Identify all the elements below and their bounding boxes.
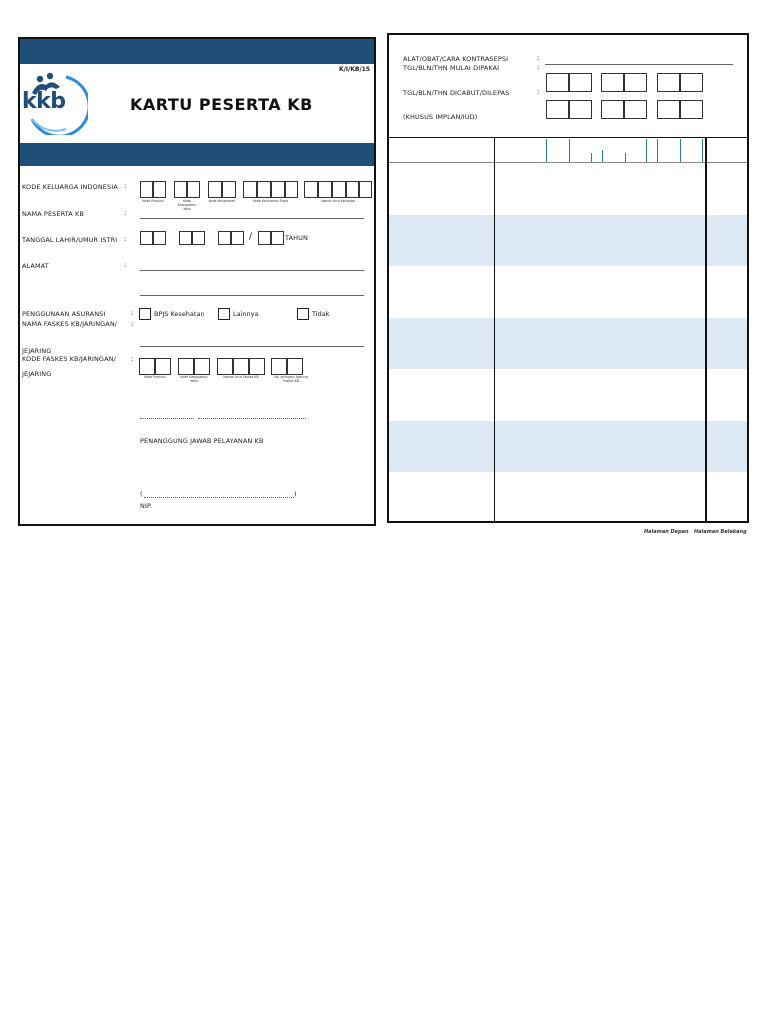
kode-keluarga-box[interactable] xyxy=(243,181,257,198)
tgl-pakai-box[interactable] xyxy=(601,73,624,92)
asuransi-colon: : xyxy=(131,309,134,317)
kode-faskes-box[interactable] xyxy=(194,358,210,375)
alamat-colon: : xyxy=(124,261,127,269)
table-header-line xyxy=(389,137,747,138)
tgl-cabut-box[interactable] xyxy=(546,100,569,119)
alamat-line[interactable] xyxy=(140,295,364,296)
kode-faskes-box[interactable] xyxy=(233,358,249,375)
alat-line[interactable] xyxy=(545,64,733,65)
tgl-cabut-box[interactable] xyxy=(569,100,592,119)
table-column-line xyxy=(494,137,495,523)
place-line[interactable] xyxy=(140,418,194,419)
kode-faskes-box[interactable] xyxy=(249,358,265,375)
table-row xyxy=(389,215,747,267)
kode-faskes-caption: Kode Provinsi xyxy=(144,375,166,379)
alat-colon: : xyxy=(537,54,540,62)
nama-faskes-colon: : xyxy=(131,320,134,328)
kode-keluarga-box[interactable] xyxy=(271,181,285,198)
kode-keluarga-box[interactable] xyxy=(359,181,372,198)
kode-keluarga-caption: Kode Kabupaten/ Kota xyxy=(177,199,197,211)
back-card xyxy=(387,33,749,523)
alamat-label: ALAMAT xyxy=(22,262,49,270)
header-tick xyxy=(680,139,681,162)
kode-faskes-box[interactable] xyxy=(217,358,233,375)
table-row xyxy=(389,163,747,215)
tgl-cabut-box[interactable] xyxy=(601,100,624,119)
kode-faskes-box[interactable] xyxy=(139,358,155,375)
kode-keluarga-caption: Kode Kelurahan/ Desa xyxy=(252,199,289,203)
bulan-box[interactable] xyxy=(192,231,205,245)
tgl-pakai-box[interactable] xyxy=(624,73,647,92)
date-line[interactable] xyxy=(198,418,306,419)
tgl-pakai-box[interactable] xyxy=(569,73,592,92)
bpjs-checkbox[interactable] xyxy=(139,308,151,320)
umur-slash: / xyxy=(249,232,253,242)
table-row xyxy=(389,369,747,421)
lainnya-label: Lainnya xyxy=(233,310,259,318)
tgl-pakai-box[interactable] xyxy=(657,73,680,92)
tahun-label: TAHUN xyxy=(285,234,308,242)
kode-keluarga-caption: Nomor Urut Keluarga xyxy=(321,199,355,203)
kode-keluarga-box[interactable] xyxy=(346,181,359,198)
kode-faskes-box[interactable] xyxy=(178,358,194,375)
tgl-cabut-colon: : xyxy=(537,88,540,96)
kode-faskes-box[interactable] xyxy=(155,358,171,375)
header-tick xyxy=(625,153,626,162)
kode-keluarga-box[interactable] xyxy=(140,181,153,198)
tanggal-box[interactable] xyxy=(140,231,153,245)
nama-peserta-line[interactable] xyxy=(140,218,364,219)
card-title: KARTU PESERTA KB xyxy=(130,95,313,114)
kode-keluarga-box[interactable] xyxy=(257,181,271,198)
umur-box[interactable] xyxy=(271,231,284,245)
header-tick xyxy=(602,150,603,162)
kode-keluarga-box[interactable] xyxy=(332,181,346,198)
tanggal-lahir-label: TANGGAL LAHIR/UMUR ISTRI xyxy=(22,236,118,244)
header-tick xyxy=(569,139,570,162)
footer-front-label: Halaman Depan xyxy=(644,529,689,535)
kode-faskes-caption: Kode Kabupaten/ Kota xyxy=(180,375,208,383)
tahun-box[interactable] xyxy=(231,231,244,245)
nama-faskes-line[interactable] xyxy=(140,346,364,347)
tgl-cabut-box[interactable] xyxy=(624,100,647,119)
kode-keluarga-caption: Kode Provinsi xyxy=(142,199,164,203)
table-row xyxy=(389,266,747,318)
form-code: K/I/KB/15 xyxy=(338,66,370,73)
top-band xyxy=(20,39,374,64)
alamat-line[interactable] xyxy=(140,270,364,271)
tgl-cabut-box[interactable] xyxy=(657,100,680,119)
tgl-cabut-box[interactable] xyxy=(680,100,703,119)
kode-faskes-colon: : xyxy=(131,355,134,363)
asuransi-label: PENGGUNAAN ASURANSI xyxy=(22,310,106,318)
kode-faskes-label: KODE FASKES KB/JARINGAN/ xyxy=(22,355,116,363)
bulan-box[interactable] xyxy=(179,231,192,245)
alat-label: ALAT/OBAT/CARA KONTRASEPSI xyxy=(403,55,509,63)
tanggal-lahir-colon: : xyxy=(124,235,127,243)
kode-keluarga-box[interactable] xyxy=(187,181,200,198)
table-row xyxy=(389,472,747,524)
nama-peserta-colon: : xyxy=(124,209,127,217)
header-tick xyxy=(657,139,658,162)
front-card xyxy=(18,37,376,526)
kode-keluarga-box[interactable] xyxy=(208,181,222,198)
kode-keluarga-caption: Kode Kecamatan xyxy=(208,199,236,203)
footer-back-label: Halaman Belakang xyxy=(694,529,747,535)
lainnya-checkbox[interactable] xyxy=(218,308,230,320)
tgl-cabut-label: TGL/BLN/THN DICABUT/DILEPAS xyxy=(403,89,510,97)
kode-keluarga-colon: : xyxy=(124,182,127,190)
nama-peserta-label: NAMA PESERTA KB xyxy=(22,210,84,218)
tgl-pakai-label: TGL/BLN/THN MULAI DIPAKAI xyxy=(403,64,500,72)
tgl-pakai-colon: : xyxy=(537,63,540,71)
table-row xyxy=(389,421,747,473)
kode-keluarga-label: KODE KELUARGA INDONESIA xyxy=(22,183,118,191)
jejaring-label: JEJARING xyxy=(22,370,52,378)
kode-keluarga-box[interactable] xyxy=(222,181,236,198)
kode-keluarga-box[interactable] xyxy=(285,181,298,198)
logo-text: kkb xyxy=(22,89,66,114)
table-row xyxy=(389,318,747,370)
bpjs-label: BPJS Kesehatan xyxy=(154,310,205,318)
table-column-line xyxy=(705,137,707,523)
tahun-box[interactable] xyxy=(218,231,231,245)
header-tick xyxy=(591,153,592,162)
kode-keluarga-box[interactable] xyxy=(318,181,332,198)
jejaring-label: JEJARING xyxy=(22,347,52,355)
khusus-label: (KHUSUS IMPLAN/IUD) xyxy=(403,113,478,121)
tidak-label: Tidak xyxy=(312,310,330,318)
tgl-pakai-box[interactable] xyxy=(546,73,569,92)
nama-faskes-label: NAMA FASKES KB/JARINGAN/ xyxy=(22,320,118,328)
signature-open: ( xyxy=(140,490,143,498)
kode-keluarga-box[interactable] xyxy=(304,181,318,198)
header-tick xyxy=(702,139,703,162)
kode-faskes-box[interactable] xyxy=(287,358,303,375)
kode-faskes-box[interactable] xyxy=(271,358,287,375)
middle-band xyxy=(20,143,374,166)
kode-keluarga-box[interactable] xyxy=(153,181,166,198)
kode-faskes-caption: No. Jaringan/ Jejaring Faskes KB xyxy=(274,375,308,383)
umur-box[interactable] xyxy=(258,231,271,245)
signature-close: ) xyxy=(294,490,297,498)
penanggung-jawab-label: PENANGGUNG JAWAB PELAYANAN KB xyxy=(140,437,264,445)
kode-faskes-caption: Nomor Urut Faskes KB xyxy=(223,375,259,379)
nip-label: NIP. xyxy=(140,502,153,510)
signature-line[interactable] xyxy=(144,497,294,498)
header-tick xyxy=(646,139,647,162)
tanggal-box[interactable] xyxy=(153,231,166,245)
header-tick xyxy=(546,139,547,162)
tgl-pakai-box[interactable] xyxy=(680,73,703,92)
kode-keluarga-box[interactable] xyxy=(174,181,187,198)
kkb-logo xyxy=(22,69,88,135)
tidak-checkbox[interactable] xyxy=(297,308,309,320)
